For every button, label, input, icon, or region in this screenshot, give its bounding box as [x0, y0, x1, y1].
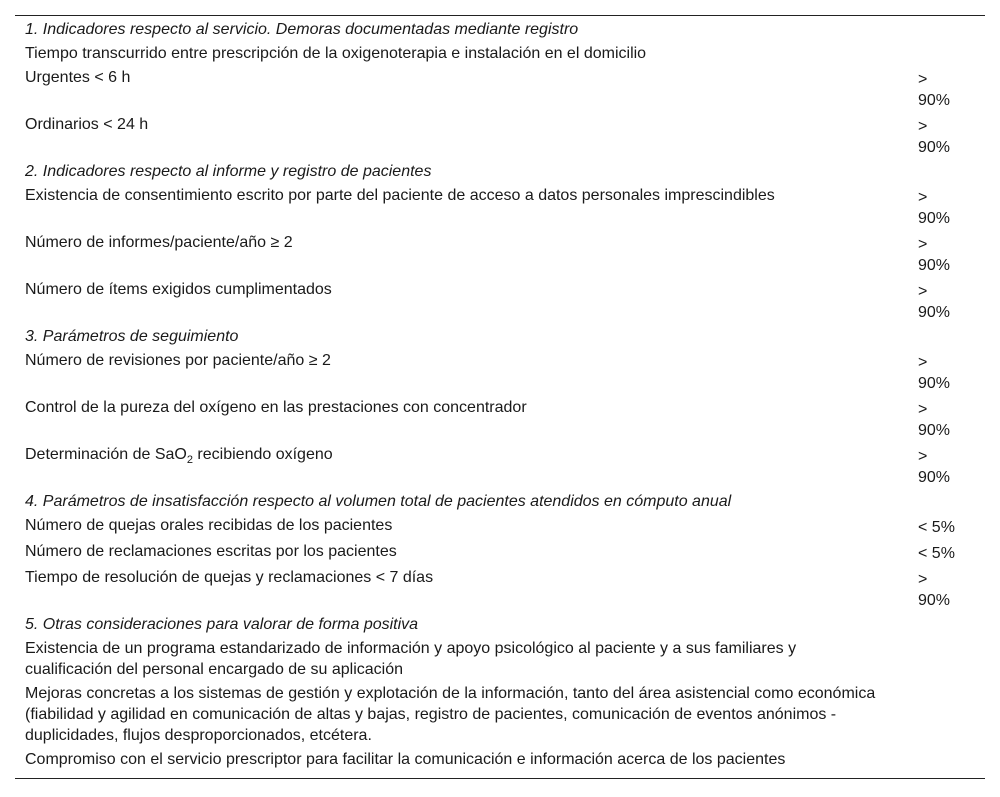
row-value: > 90%	[918, 571, 951, 609]
table-row	[15, 184, 985, 231]
row-label: Existencia de un programa estandarizado de información y apoyo psicológico al paciente y a sus familiares y cualificación del personal encargado de su aplicación	[25, 640, 797, 678]
table-row	[15, 637, 985, 682]
row-label: Compromiso con el servicio prescriptor para facilitar la comunicación e información acerca de los pacientes	[25, 751, 786, 768]
section-header	[15, 18, 985, 42]
row-value: < 5%	[918, 519, 955, 536]
table-row	[15, 566, 985, 613]
row-label: Número de revisiones por paciente/año ≥ 2	[25, 352, 331, 369]
table-row	[15, 231, 985, 278]
row-label: Ordinarios < 24 h	[25, 116, 149, 133]
row-label: Mejoras concretas a los sistemas de gestión y explotación de la información, tanto del área asistencial como económica (fiabilidad y agilidad en comunicación de altas y bajas, registro de pacientes, comunicación de eventos anónimos - duplicidades, flujos desproporcionados, etcétera.	[25, 685, 876, 744]
section-header	[15, 325, 985, 349]
row-value: < 5%	[918, 545, 955, 562]
row-value: > 90%	[918, 71, 951, 109]
section-title: 1. Indicadores respecto al servicio. Demoras documentadas mediante registro	[25, 21, 579, 38]
row-label: Tiempo de resolución de quejas y reclamaciones < 7 días	[25, 569, 434, 586]
section-title: 5. Otras consideraciones para valorar de forma positiva	[25, 616, 419, 633]
row-value: > 90%	[918, 283, 951, 321]
row-label: Número de ítems exigidos cumplimentados	[25, 281, 332, 298]
section-header	[15, 160, 985, 184]
section-header	[15, 490, 985, 514]
row-label-text: recibiendo oxígeno	[192, 446, 333, 463]
row-label: Urgentes < 6 h	[25, 69, 131, 86]
section-title: 2. Indicadores respecto al informe y registro de pacientes	[25, 163, 432, 180]
subscript: 2	[186, 454, 193, 466]
row-value: > 90%	[918, 189, 951, 227]
row-label-text: Determinación de SaO	[25, 446, 187, 463]
row-label: Existencia de consentimiento escrito por parte del paciente de acceso a datos personales imprescindibles	[25, 187, 775, 204]
row-value: > 90%	[918, 401, 951, 439]
row-label: Número de reclamaciones escritas por los pacientes	[25, 543, 397, 560]
row-label: Control de la pureza del oxígeno en las prestaciones con concentrador	[25, 399, 527, 416]
table-row	[15, 514, 985, 540]
table-row	[15, 113, 985, 160]
section-title: 3. Parámetros de seguimiento	[25, 328, 239, 345]
row-value: > 90%	[918, 236, 951, 274]
row-value: > 90%	[918, 448, 951, 486]
row-value: > 90%	[918, 118, 951, 156]
table-row	[15, 42, 985, 66]
table-row	[15, 443, 985, 490]
row-label: Número de quejas orales recibidas de los pacientes	[25, 517, 393, 534]
table-row	[15, 682, 985, 748]
indicators-table	[15, 15, 985, 779]
table-row	[15, 278, 985, 325]
table-row	[15, 66, 985, 113]
section-title: 4. Parámetros de insatisfacción respecto al volumen total de pacientes atendidos en cómputo anual	[25, 493, 732, 510]
table-row	[15, 349, 985, 396]
row-label: Tiempo transcurrido entre prescripción de la oxigenoterapia e instalación en el domicilio	[25, 45, 647, 62]
row-label: Número de informes/paciente/año ≥ 2	[25, 234, 293, 251]
section-header	[15, 613, 985, 637]
table-row	[15, 396, 985, 443]
table-row	[15, 748, 985, 772]
table-row	[15, 540, 985, 566]
row-value: > 90%	[918, 354, 951, 392]
row-label	[25, 444, 918, 465]
